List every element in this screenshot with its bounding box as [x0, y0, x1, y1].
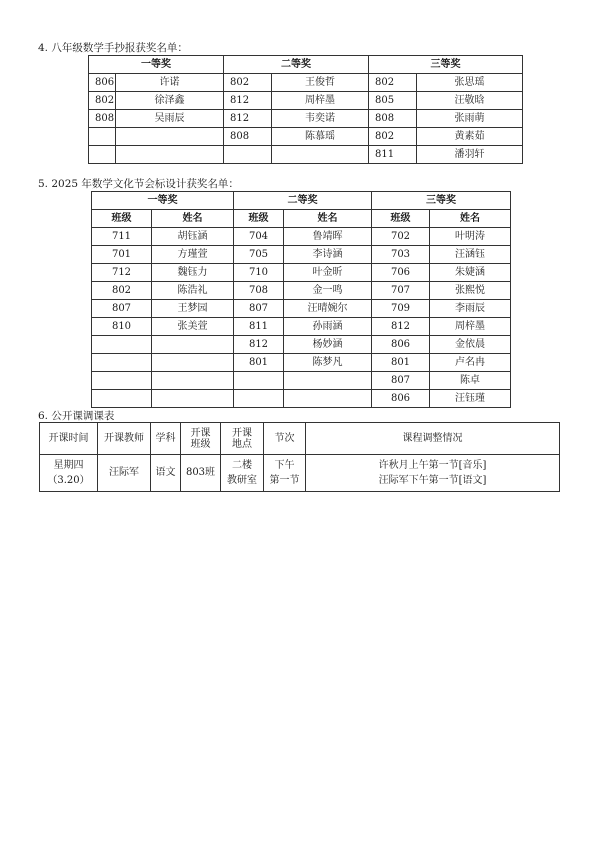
name-cell — [284, 372, 372, 390]
class-cell: 807 — [234, 300, 284, 318]
name-cell: 方瑾萱 — [152, 246, 234, 264]
class-cell: 703 — [372, 246, 430, 264]
name-cell: 杨妙涵 — [284, 336, 372, 354]
table-row — [89, 92, 523, 110]
cell-time: 星期四 （3.20） — [40, 455, 98, 492]
cell-subject: 语文 — [151, 455, 181, 492]
class-cell: 812 — [234, 336, 284, 354]
cell-class: 803班 — [181, 455, 221, 492]
header-subject: 学科 — [151, 423, 181, 455]
class-cell: 707 — [372, 282, 430, 300]
class-cell: 709 — [372, 300, 430, 318]
name-cell: 汪涵钰 — [430, 246, 511, 264]
table-row — [89, 128, 523, 146]
class-cell: 812 — [224, 92, 272, 110]
header-adjustment: 课程调整情况 — [306, 423, 560, 455]
header-teacher: 开课教师 — [98, 423, 151, 455]
name-cell: 张美萱 — [152, 318, 234, 336]
class-cell: 712 — [92, 264, 152, 282]
name-cell: 卢名冉 — [430, 354, 511, 372]
second-prize-header: 二等奖 — [234, 192, 372, 210]
name-cell — [116, 128, 224, 146]
first-prize-header: 一等奖 — [89, 56, 224, 74]
name-cell: 徐泽鑫 — [116, 92, 224, 110]
class-cell: 802 — [224, 74, 272, 92]
table-row — [92, 300, 511, 318]
class-cell: 802 — [369, 74, 417, 92]
name-cell: 朱婕涵 — [430, 264, 511, 282]
class-cell: 801 — [372, 354, 430, 372]
name-cell: 吴雨辰 — [116, 110, 224, 128]
class-cell — [234, 390, 284, 408]
name-subheader: 姓名 — [284, 210, 372, 228]
name-cell: 王梦园 — [152, 300, 234, 318]
class-cell: 706 — [372, 264, 430, 282]
name-cell: 陈梦凡 — [284, 354, 372, 372]
handwritten-newspaper-award-table — [88, 55, 523, 164]
class-cell: 806 — [372, 336, 430, 354]
class-cell: 808 — [224, 128, 272, 146]
third-prize-header: 三等奖 — [372, 192, 511, 210]
name-cell: 陈慕瑶 — [272, 128, 369, 146]
open-class-schedule-table — [39, 422, 560, 492]
name-subheader: 姓名 — [430, 210, 511, 228]
name-cell: 陈卓 — [430, 372, 511, 390]
name-cell: 汪晴婉尔 — [284, 300, 372, 318]
class-cell: 811 — [234, 318, 284, 336]
class-cell: 811 — [369, 146, 417, 164]
name-cell: 王俊哲 — [272, 74, 369, 92]
class-cell: 710 — [234, 264, 284, 282]
class-cell: 806 — [89, 74, 116, 92]
name-cell — [284, 390, 372, 408]
third-prize-header: 三等奖 — [369, 56, 523, 74]
name-cell: 韦奕诺 — [272, 110, 369, 128]
table-row — [89, 110, 523, 128]
class-cell — [89, 128, 116, 146]
name-cell: 张思瑶 — [417, 74, 523, 92]
table-row — [92, 264, 511, 282]
class-cell: 810 — [92, 318, 152, 336]
class-cell — [89, 146, 116, 164]
header-place: 开课 地点 — [221, 423, 264, 455]
name-cell: 金一鸣 — [284, 282, 372, 300]
class-subheader: 班级 — [372, 210, 430, 228]
name-cell: 许诺 — [116, 74, 224, 92]
table-row — [92, 282, 511, 300]
name-cell: 李诗涵 — [284, 246, 372, 264]
name-cell: 周梓墨 — [272, 92, 369, 110]
table-row — [92, 372, 511, 390]
cell-teacher: 汪际军 — [98, 455, 151, 492]
table-row — [92, 246, 511, 264]
name-cell: 汪钰瑾 — [430, 390, 511, 408]
class-cell: 807 — [92, 300, 152, 318]
class-cell: 702 — [372, 228, 430, 246]
class-cell: 701 — [92, 246, 152, 264]
second-prize-header: 二等奖 — [224, 56, 369, 74]
name-cell: 黄素茹 — [417, 128, 523, 146]
logo-design-award-table — [91, 191, 511, 408]
class-cell: 802 — [92, 282, 152, 300]
class-cell — [224, 146, 272, 164]
name-cell: 李雨辰 — [430, 300, 511, 318]
table-row — [92, 336, 511, 354]
class-cell: 808 — [89, 110, 116, 128]
class-subheader: 班级 — [92, 210, 152, 228]
class-cell: 708 — [234, 282, 284, 300]
class-cell — [92, 336, 152, 354]
class-cell — [92, 390, 152, 408]
class-cell: 808 — [369, 110, 417, 128]
header-class: 开课 班级 — [181, 423, 221, 455]
class-cell: 812 — [224, 110, 272, 128]
class-cell: 705 — [234, 246, 284, 264]
class-cell — [92, 354, 152, 372]
class-cell: 704 — [234, 228, 284, 246]
name-cell: 胡钰涵 — [152, 228, 234, 246]
section-5-title: 5. 2025 年数学文化节会标设计获奖名单： — [38, 178, 239, 190]
class-cell: 805 — [369, 92, 417, 110]
table-row — [89, 74, 523, 92]
section-4-title: 4. 八年级数学手抄报获奖名单： — [38, 42, 188, 54]
name-cell: 陈浩礼 — [152, 282, 234, 300]
cell-adjustment: 许秋月上午第一节[音乐] 汪际军下午第一节[语文] — [306, 455, 560, 492]
table-row — [92, 318, 511, 336]
cell-period: 下午 第一节 — [264, 455, 306, 492]
name-cell: 金依晨 — [430, 336, 511, 354]
name-cell — [116, 146, 224, 164]
name-cell — [152, 336, 234, 354]
class-cell: 812 — [372, 318, 430, 336]
class-cell — [234, 372, 284, 390]
class-cell: 801 — [234, 354, 284, 372]
name-cell: 叶明涛 — [430, 228, 511, 246]
name-cell — [152, 372, 234, 390]
table-row — [92, 354, 511, 372]
class-cell: 802 — [89, 92, 116, 110]
name-cell: 张熙悦 — [430, 282, 511, 300]
class-cell: 806 — [372, 390, 430, 408]
name-cell: 鲁靖晖 — [284, 228, 372, 246]
table-row — [92, 228, 511, 246]
name-cell: 张雨萌 — [417, 110, 523, 128]
name-cell: 汪敬晗 — [417, 92, 523, 110]
table-row — [89, 146, 523, 164]
name-cell: 叶金昕 — [284, 264, 372, 282]
name-subheader: 姓名 — [152, 210, 234, 228]
name-cell: 孙雨涵 — [284, 318, 372, 336]
name-cell — [272, 146, 369, 164]
class-cell: 802 — [369, 128, 417, 146]
name-cell: 周梓墨 — [430, 318, 511, 336]
header-period: 节次 — [264, 423, 306, 455]
header-time: 开课时间 — [40, 423, 98, 455]
section-6-title: 6. 公开课调课表 — [38, 410, 115, 422]
class-cell: 807 — [372, 372, 430, 390]
table-row — [92, 390, 511, 408]
first-prize-header: 一等奖 — [92, 192, 234, 210]
cell-place: 二楼 教研室 — [221, 455, 264, 492]
name-cell — [152, 390, 234, 408]
class-cell: 711 — [92, 228, 152, 246]
class-cell — [92, 372, 152, 390]
name-cell: 魏钰力 — [152, 264, 234, 282]
name-cell — [152, 354, 234, 372]
class-subheader: 班级 — [234, 210, 284, 228]
name-cell: 潘羽轩 — [417, 146, 523, 164]
